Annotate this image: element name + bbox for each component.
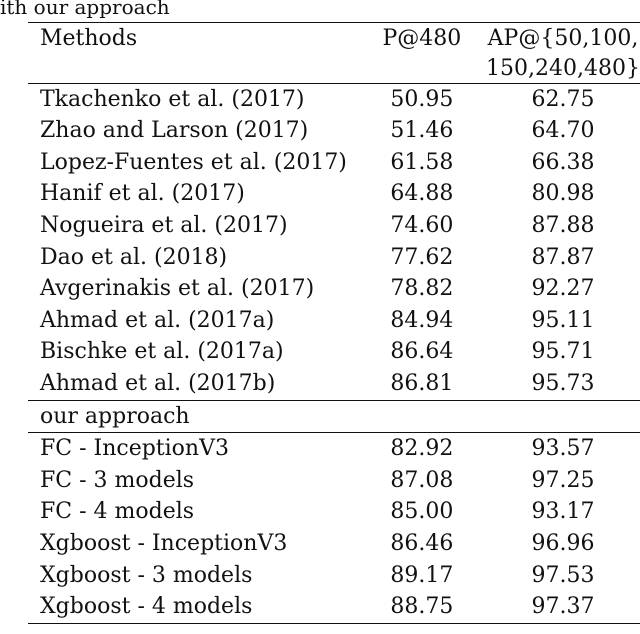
- ap-cell: 80.98: [531, 181, 595, 207]
- table-row: [28, 210, 640, 242]
- table-row: [28, 591, 640, 623]
- section-title: our approach: [28, 400, 358, 433]
- ap-cell: 62.75: [474, 83, 640, 115]
- ap-cell: 97.37: [474, 591, 640, 623]
- table-row: [28, 496, 640, 528]
- p480-cell: 86.81: [390, 370, 454, 396]
- method-cell: Tkachenko et al. (2017): [28, 83, 358, 115]
- published-methods: [28, 83, 640, 400]
- method-cell: Ahmad et al. (2017b): [40, 370, 276, 396]
- ap-cell: 64.70: [531, 118, 595, 144]
- our-approach-methods: [28, 400, 640, 623]
- method-cell: Avgerinakis et al. (2017): [40, 276, 315, 302]
- header-row: [28, 23, 640, 55]
- table-row: [28, 242, 640, 274]
- method-cell: Nogueira et al. (2017): [40, 212, 288, 238]
- p480-cell: 51.46: [390, 118, 454, 144]
- table-row: [28, 115, 640, 147]
- header-ap: AP@{50,100,: [474, 23, 640, 55]
- ap-cell: 87.88: [531, 212, 595, 238]
- method-cell: FC - 4 models: [40, 499, 195, 525]
- method-cell: Hanif et al. (2017): [40, 181, 245, 207]
- method-cell: Zhao and Larson (2017): [40, 118, 309, 144]
- results-table: [28, 22, 640, 624]
- ap-cell: 95.11: [531, 307, 595, 333]
- method-cell: FC - InceptionV3: [28, 433, 358, 465]
- header-ap-continued: 150,240,480}: [486, 55, 640, 81]
- method-cell: Xgboost - 4 models: [28, 591, 358, 623]
- ap-cell: 66.38: [531, 149, 595, 175]
- p480-cell: 78.82: [390, 276, 454, 302]
- ap-cell-best: 97.53: [531, 562, 595, 588]
- method-cell: Lopez-Fuentes et al. (2017): [40, 149, 347, 175]
- table-row: [28, 560, 640, 592]
- p480-cell: 87.08: [390, 467, 454, 493]
- p480-cell: 50.95: [358, 83, 474, 115]
- method-cell: Ahmad et al. (2017a): [40, 307, 275, 333]
- table-row: [28, 336, 640, 368]
- table-row: [28, 147, 640, 179]
- table-row: [28, 83, 640, 115]
- p480-cell: 86.64: [390, 339, 454, 365]
- p480-cell: 77.62: [390, 244, 454, 270]
- p480-cell: 86.46: [390, 530, 454, 556]
- p480-cell: 82.92: [358, 433, 474, 465]
- p480-cell: 85.00: [390, 499, 454, 525]
- ap-cell: 97.25: [531, 467, 595, 493]
- method-cell: Xgboost - 3 models: [40, 562, 253, 588]
- header-p480: P@480: [358, 23, 474, 55]
- method-cell: Bischke et al. (2017a): [40, 339, 284, 365]
- header-row-continued: [28, 55, 640, 84]
- method-cell: Xgboost - InceptionV3: [40, 530, 288, 556]
- table-row: [28, 273, 640, 305]
- ap-cell: 87.87: [531, 244, 595, 270]
- table-row: [28, 368, 640, 400]
- table-row: [28, 305, 640, 337]
- method-cell: FC - 3 models: [40, 467, 195, 493]
- p480-cell: 64.88: [390, 181, 454, 207]
- table-header: [28, 23, 640, 84]
- ap-cell: 93.57: [474, 433, 640, 465]
- ap-cell: 93.17: [531, 499, 595, 525]
- p480-cell-best: 89.17: [390, 562, 454, 588]
- header-methods: Methods: [28, 23, 358, 55]
- table-caption: ith our approach: [0, 0, 170, 19]
- p480-cell: 84.94: [390, 307, 454, 333]
- table-row: [28, 178, 640, 210]
- method-cell: Dao et al. (2018): [40, 244, 228, 270]
- p480-cell: 61.58: [390, 149, 454, 175]
- table-row: [28, 433, 640, 465]
- ap-cell: 96.96: [531, 530, 595, 556]
- ap-cell: 95.71: [531, 339, 595, 365]
- table-row: [28, 528, 640, 560]
- ap-cell: 92.27: [531, 276, 595, 302]
- p480-cell: 88.75: [358, 591, 474, 623]
- section-title-row: [28, 400, 640, 433]
- ap-cell: 95.73: [531, 370, 595, 396]
- p480-cell: 74.60: [390, 212, 454, 238]
- table-row: [28, 465, 640, 497]
